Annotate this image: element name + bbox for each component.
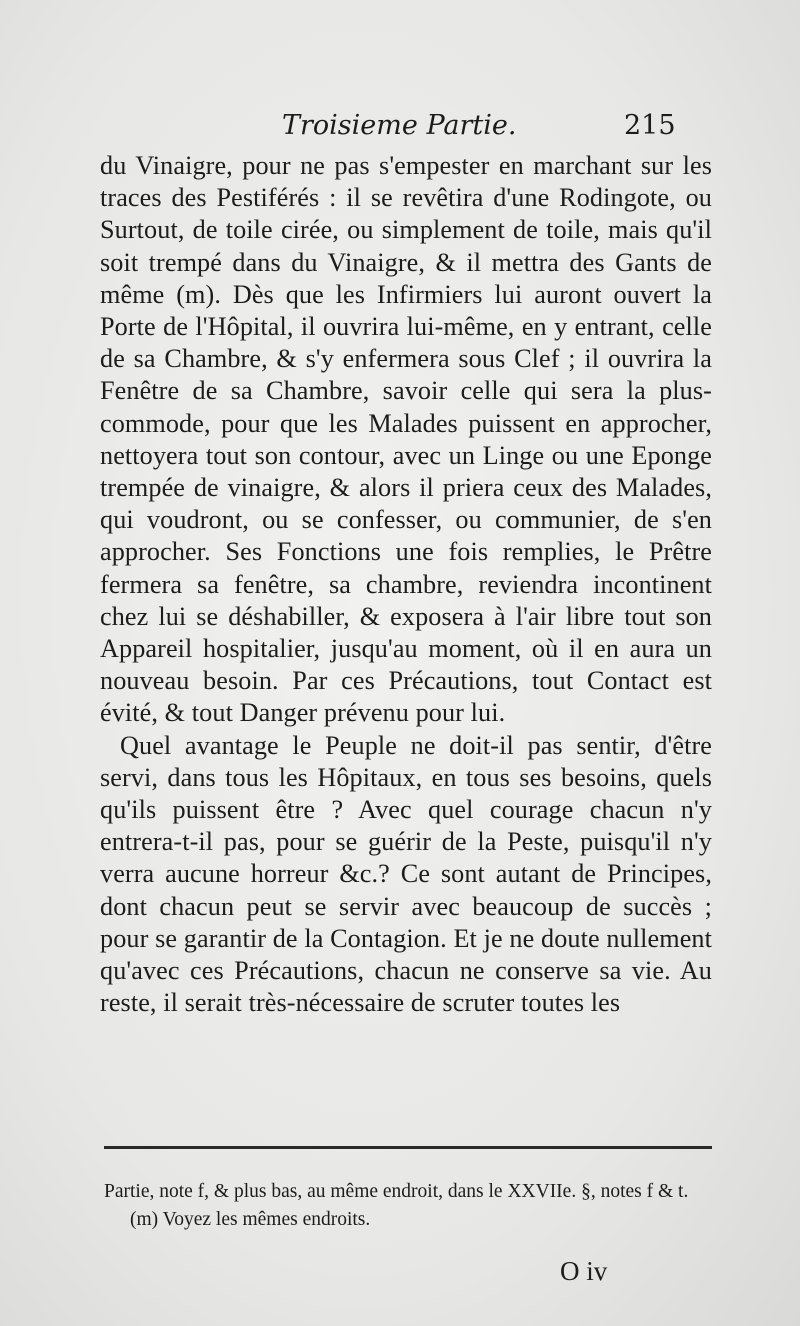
signature-mark: O iv: [560, 1256, 608, 1286]
footnote-m: (m) Voyez les mêmes endroits.: [130, 1209, 371, 1230]
running-head: Troisieme Partie.: [282, 110, 517, 141]
paragraph: Quel avantage le Peuple ne doit-il pas sentir, d'être servi, dans tous les Hôpitaux, en tous ses besoins, quels qu'ils puissent être ? Avec quel courage chacun n'y entrera-t-il pas, pour se guérir de la Peste, puisqu'il n'y verra aucune horreur &c.? Ce sont autant de Principes, dont chacun peut se servir avec beaucoup de succès ; pour se garantir de la Contagion. Et je ne doute nullement qu'avec ces Précautions, chacun ne conserve sa vie. Au reste, il serait très-nécessaire de scruter toutes les: [100, 730, 712, 1018]
page-number: 215: [624, 110, 676, 141]
footnotes: [104, 1178, 716, 1234]
paragraph: du Vinaigre, pour ne pas s'empester en marchant sur les traces des Pestiférés : il se revêtira d'une Rodingote, ou Surtout, de toile cirée, ou simplement de toile, mais qu'il soit trempé dans du Vinaigre, & il mettra des Gants de même (m). Dès que les Infirmiers lui auront ouvert la Porte de l'Hôpital, il ouvrira lui-même, en y entrant, celle de sa Chambre, & s'y enfermera sous Clef ; il ouvrira la Fenêtre de sa Chambre, savoir celle qui sera la plus-commode, pour que les Malades puissent en approcher, nettoyera tout son contour, avec un Linge ou une Eponge trempée de vinaigre, & alors il priera ceux des Malades, qui voudront, ou se confesser, ou communier, de s'en approcher. Ses Fonctions une fois remplies, le Prêtre fermera sa fenêtre, sa chambre, reviendra incontinent chez lui se déshabiller, & exposera à l'air libre tout son Appareil hospitalier, jusqu'au moment, où il en aura un nouveau besoin. Par ces Précautions, tout Contact est évité, & tout Danger prévenu pour lui.: [100, 151, 712, 728]
main-text: [100, 150, 712, 1019]
footnote-rule: [104, 1146, 712, 1149]
footnote-continued: Partie, note f, & plus bas, au même endroit, dans le XXVIIe. §, notes f & t.: [104, 1181, 689, 1202]
page-header: [0, 110, 800, 144]
